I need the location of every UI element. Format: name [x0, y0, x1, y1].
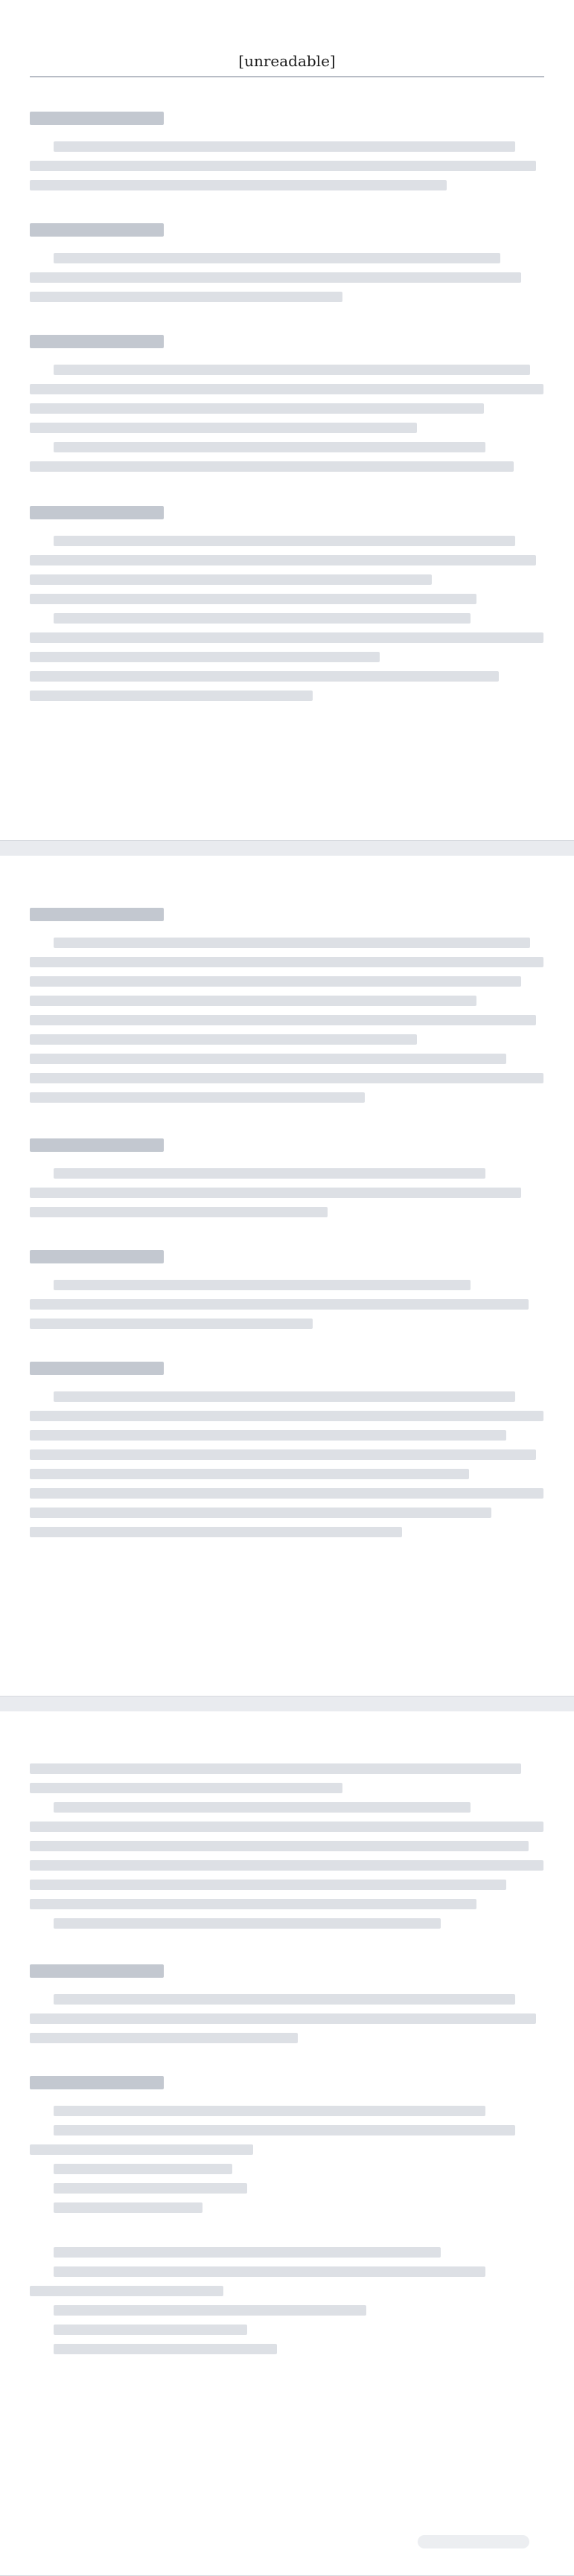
text-line-placeholder [30, 1783, 342, 1793]
text-line-placeholder [30, 555, 536, 565]
text-line-placeholder [54, 2305, 366, 2316]
text-line-placeholder [54, 2202, 203, 2213]
text-line-placeholder [30, 1899, 476, 1909]
text-line-placeholder [54, 938, 530, 948]
text-line-placeholder [30, 1015, 536, 1025]
text-line-placeholder [30, 996, 476, 1006]
text-line-placeholder [30, 2013, 536, 2024]
text-line-placeholder [30, 1054, 506, 1064]
text-line-placeholder [30, 161, 536, 171]
text-line-placeholder [30, 1319, 313, 1329]
text-line-placeholder [30, 2286, 223, 2296]
section-heading-placeholder [30, 506, 164, 519]
text-line-placeholder [30, 1430, 506, 1441]
text-line-placeholder [54, 1280, 471, 1290]
text-line-placeholder [54, 1918, 441, 1929]
bottom-mark [418, 2535, 529, 2548]
text-line-placeholder [30, 1880, 506, 1890]
text-line-placeholder [54, 613, 471, 624]
text-line-placeholder [54, 2344, 277, 2354]
text-line-placeholder [30, 1841, 529, 1851]
text-line-placeholder [30, 691, 313, 701]
text-line-placeholder [54, 141, 515, 152]
section-heading-placeholder [30, 1250, 164, 1263]
text-line-placeholder [54, 253, 500, 263]
text-line-placeholder [54, 442, 485, 452]
text-line-placeholder [30, 1299, 529, 1310]
text-line-placeholder [54, 536, 515, 546]
text-line-placeholder [30, 292, 342, 302]
text-line-placeholder [30, 594, 476, 604]
text-line-placeholder [30, 1411, 543, 1421]
text-line-placeholder [30, 1763, 521, 1774]
text-line-placeholder [54, 2164, 232, 2174]
text-line-placeholder [54, 2106, 485, 2116]
text-line-placeholder [54, 1994, 515, 2005]
text-line-placeholder [54, 2183, 247, 2194]
text-line-placeholder [30, 671, 499, 682]
section-heading-placeholder [30, 1964, 164, 1978]
section-heading-placeholder [30, 1138, 164, 1152]
text-line-placeholder [30, 2033, 298, 2043]
text-line-placeholder [30, 403, 484, 414]
text-line-placeholder [54, 1802, 471, 1813]
text-line-placeholder [54, 2325, 247, 2335]
text-line-placeholder [54, 1391, 515, 1402]
section-heading-placeholder [30, 335, 164, 348]
text-line-placeholder [30, 423, 417, 433]
text-line-placeholder [30, 574, 432, 585]
text-line-placeholder [30, 1449, 536, 1460]
text-line-placeholder [54, 2247, 441, 2258]
text-line-placeholder [30, 1860, 543, 1871]
section-heading-placeholder [30, 223, 164, 237]
text-line-placeholder [30, 384, 543, 394]
text-line-placeholder [54, 1168, 485, 1179]
text-line-placeholder [54, 2125, 515, 2136]
text-line-placeholder [54, 365, 530, 375]
text-line-placeholder [30, 272, 521, 283]
text-line-placeholder [30, 1073, 543, 1083]
document-page-2 [0, 856, 574, 1696]
text-line-placeholder [30, 632, 543, 643]
section-heading-placeholder [30, 2076, 164, 2089]
text-line-placeholder [30, 1469, 469, 1479]
text-line-placeholder [30, 957, 543, 967]
text-line-placeholder [30, 1527, 402, 1537]
text-line-placeholder [30, 1508, 491, 1518]
text-line-placeholder [54, 2266, 485, 2277]
text-line-placeholder [30, 180, 447, 190]
text-line-placeholder [30, 1488, 543, 1499]
text-line-placeholder [30, 1207, 328, 1217]
document-title: [unreadable] [238, 52, 336, 70]
text-line-placeholder [30, 1034, 417, 1045]
text-line-placeholder [30, 1822, 543, 1832]
section-heading-placeholder [30, 1362, 164, 1375]
text-line-placeholder [30, 652, 380, 662]
text-line-placeholder [30, 1092, 365, 1103]
document-page-3 [0, 1711, 574, 2576]
document-page-1 [0, 0, 574, 841]
section-heading-placeholder [30, 112, 164, 125]
text-line-placeholder [30, 461, 514, 472]
document-header [30, 45, 544, 77]
text-line-placeholder [30, 2144, 253, 2155]
text-line-placeholder [30, 976, 521, 987]
text-line-placeholder [30, 1188, 521, 1198]
section-heading-placeholder [30, 908, 164, 921]
